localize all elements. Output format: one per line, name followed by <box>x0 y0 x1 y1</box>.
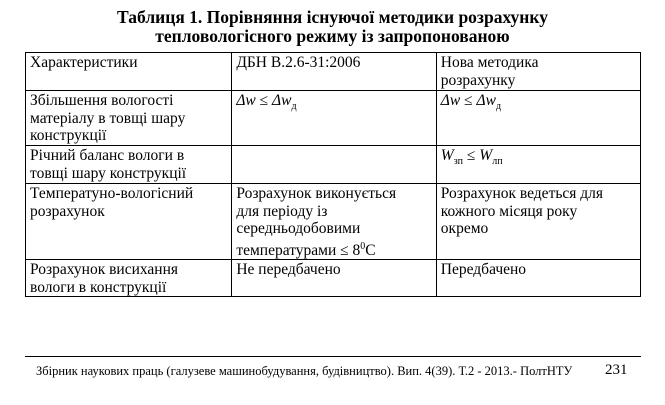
row-4-new: Передбачено <box>436 260 640 297</box>
header-new-method <box>436 53 640 91</box>
formula-subscript: д <box>495 101 502 113</box>
row-1-characteristic-line-2: матеріалу в товщі шару <box>30 109 186 127</box>
table-header-row <box>26 53 641 91</box>
header-characteristics: Характеристики <box>26 53 232 91</box>
formula-lhs: W <box>440 147 454 164</box>
celsius-unit: C <box>365 241 376 259</box>
row-3-dbn-line-4 <box>236 238 431 260</box>
row-4-characteristic-line-1: Розрахунок висихання <box>30 261 179 279</box>
table-title-line-2: тепловологісного режиму із запропонованою <box>155 26 510 46</box>
formula-rhs: W <box>479 147 493 164</box>
header-dbn: ДБН В.2.6-31:2006 <box>232 53 436 91</box>
formula-operator: ≤ <box>463 147 480 164</box>
formula-subscript: д <box>291 101 297 113</box>
row-3-new-line-1: Розрахунок ведеться для <box>440 185 604 202</box>
row-3-dbn-line-2: для періоду із <box>236 202 328 220</box>
temperature-text: температурами ≤ 8 <box>236 241 361 259</box>
row-2-characteristic <box>26 146 232 184</box>
table-row <box>26 146 641 184</box>
table-title <box>0 8 665 46</box>
formula-rhs: Δw <box>272 92 292 109</box>
row-3-new-line-2: кожного місяця року <box>440 202 578 220</box>
table-row <box>26 91 641 146</box>
row-1-characteristic-line-1: Збільшення вологості <box>30 92 174 109</box>
page-number: 231 <box>605 362 628 378</box>
formula-operator: ≤ <box>460 92 477 109</box>
table-row <box>26 184 641 260</box>
row-1-characteristic <box>26 91 232 146</box>
formula-rhs: Δw <box>476 92 496 109</box>
footer-divider <box>25 356 641 357</box>
formula-lhs: Δw <box>236 92 256 109</box>
row-2-new-formula <box>436 146 640 184</box>
table-row <box>26 260 641 297</box>
row-3-new <box>436 184 640 260</box>
formula-operator: ≤ <box>255 92 273 109</box>
row-3-characteristic-line-2: розрахунок <box>30 202 105 220</box>
row-3-characteristic <box>26 184 232 260</box>
row-3-dbn-line-1: Розрахунок виконується <box>236 185 397 202</box>
formula-moisture-balance <box>440 147 503 168</box>
formula-rhs-subscript: лп <box>492 156 503 168</box>
header-new-method-line-2: розрахунку <box>440 71 516 89</box>
formula-lhs: Δw <box>440 92 461 109</box>
table-title-line-1: Таблиця 1. Порівняння існуючої методики розрахунку <box>117 7 548 27</box>
header-new-method-line-1: Нова методика <box>440 54 539 71</box>
formula-lhs-subscript: зп <box>453 156 464 168</box>
row-4-characteristic <box>26 260 232 297</box>
row-4-dbn: Не передбачено <box>232 260 436 297</box>
row-1-new-formula <box>436 91 640 146</box>
row-4-characteristic-line-2: вологи в конструкції <box>30 278 167 296</box>
formula-moisture-increase <box>440 92 502 113</box>
row-3-characteristic-line-1: Температуно-вологісний <box>30 185 194 202</box>
degree-superscript: 0 <box>360 240 366 252</box>
row-3-dbn-line-3: середньодобовими <box>236 220 361 237</box>
footer-citation: Збірник наукових праць (галузеве машинобудування, будівництво). Вип. 4(39). Т.2 - 2013.- ПолтНТУ <box>36 364 573 378</box>
comparison-table <box>25 52 641 297</box>
row-2-characteristic-line-2: товщі шару конструкції <box>30 164 187 182</box>
row-3-new-line-3: окремо <box>440 220 489 237</box>
row-1-dbn-formula <box>232 91 436 146</box>
row-2-dbn-empty <box>232 146 436 184</box>
row-3-dbn <box>232 184 436 260</box>
row-1-characteristic-line-3: конструкції <box>30 127 107 144</box>
formula-moisture-increase <box>236 92 297 113</box>
row-2-characteristic-line-1: Річний баланс вологи в <box>30 147 185 164</box>
